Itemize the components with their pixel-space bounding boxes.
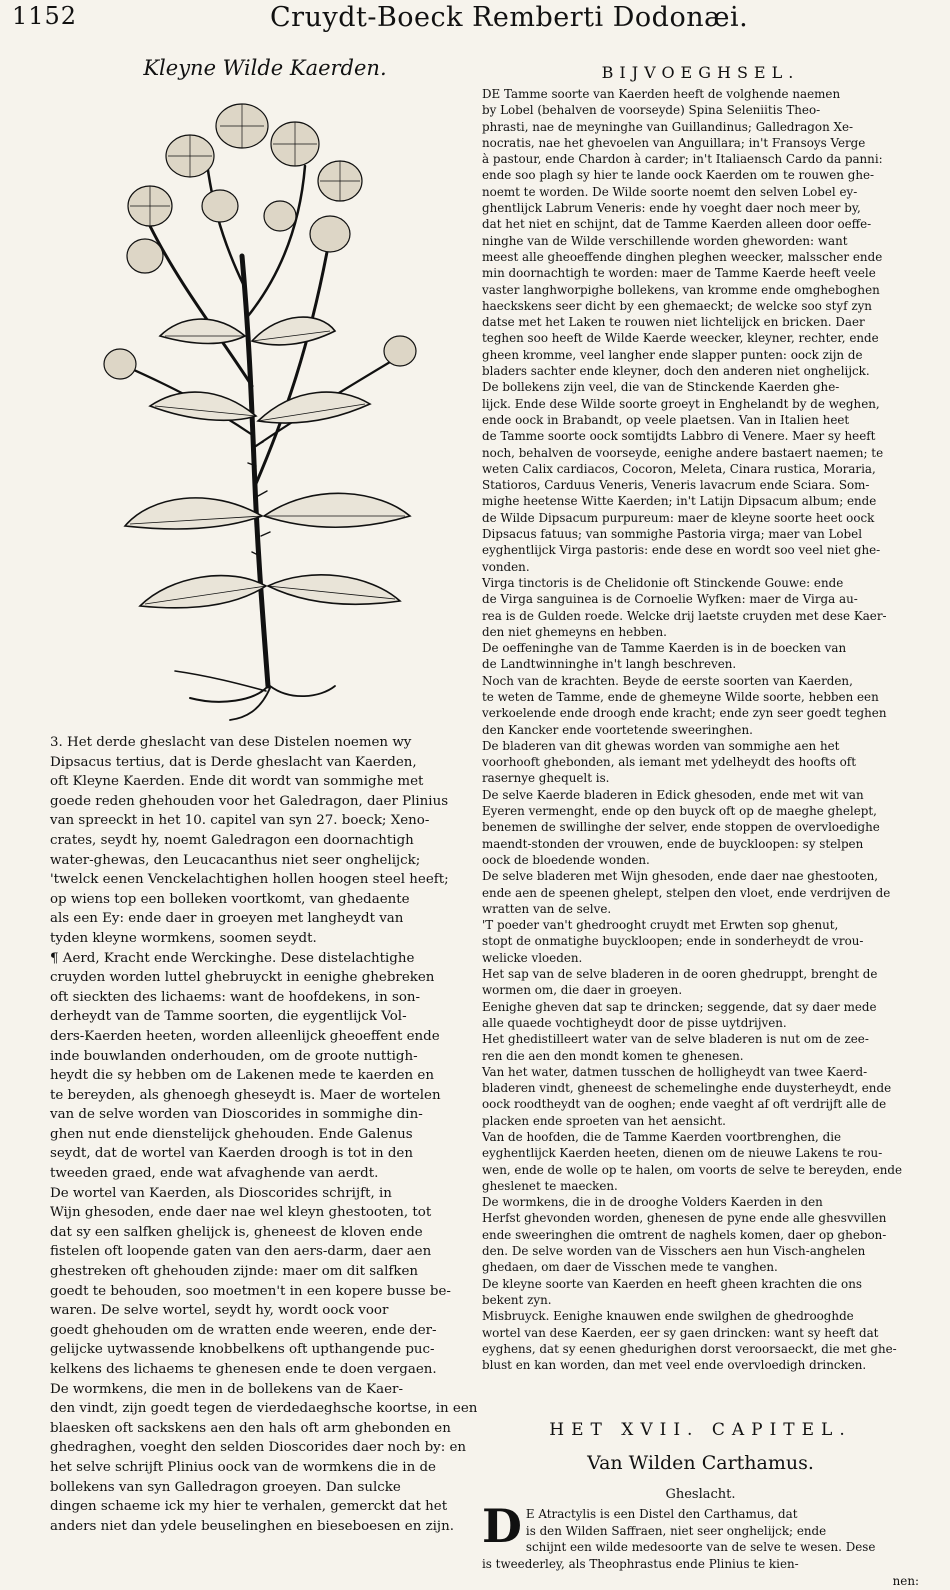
text-line: maendt-stonden der vrouwen, ende de buyckloopen: sy stelpen [482,836,864,851]
text-line: E Atractylis is een Distel den Carthamus, dat [525,1506,798,1521]
text-line: oock roodtheydt van de ooghen; ende vaeght af oft verdrijft alle de [482,1097,887,1112]
chapter-subtitle: Van Wilden Carthamus. [587,1451,814,1474]
text-line: lijck. Ende dese Wilde soorte groeyt in Enghelandt by de weghen, [482,396,880,411]
text-line: 'twelck eenen Venckelachtighen hollen hoogen steel heeft; [50,872,449,888]
text-line: Misbruyck. Eenighe knauwen ende swilghen de ghedrooghde [482,1309,854,1324]
text-line: water-ghewas, den Leucacanthus niet seer onghelijck; [50,852,421,868]
section-title: BIJVOEGHSEL. [601,63,800,82]
text-line: bladeren vindt, gheneest de schemelinghe ende duysterheydt, ende [482,1081,892,1096]
text-line: anders niet dan ydele beuselinghen en bieseboesen en zijn. [50,1518,454,1534]
text-line: vonden. [482,559,530,574]
running-head: Cruydt-Boeck Remberti Dodonæi. [270,2,749,33]
text-line: ren die aen den mondt komen te ghenesen. [482,1048,744,1063]
text-line: oft sieckten des lichaems: want de hoofdekens, in son- [50,989,421,1005]
text-line: crates, seydt hy, noemt Galedragon een doornachtigh [50,832,414,848]
illustration-caption: Kleyne Wilde Kaerden. [143,56,387,80]
text-line: ende aen de speenen ghelept, stelpen den vloet, ende verdrijven de [482,885,891,900]
text-line: dingen schaeme ick my hier te verhalen, gemerckt dat het [50,1499,448,1515]
text-line: eyghens, dat sy eenen ghedurighen dorst veroorsaeckt, die met ghe- [482,1341,897,1356]
text-line: noch, behalven de voorseyde, eenighe andere bastaert naemen; te [482,445,884,460]
text-line: Eenighe gheven dat sap te drincken; seggende, dat sy daer mede [482,999,877,1014]
text-line: ghedaen, om daer de Visschen mede te vanghen. [482,1260,778,1275]
text-line: schijnt een wilde medesoorte van de selve te wesen. Dese [525,1540,876,1555]
text-line: ende soo plagh sy hier te lande oock Kaerden om te rouwen ghe- [482,168,875,183]
text-line: gheslenet te maecken. [482,1178,618,1193]
page-number: 1152 [12,2,78,30]
text-line: goedt te behouden, soo moetmen't in een kopere busse be- [50,1283,451,1299]
text-line: stopt de onmatighe buyckloopen; ende in sonderheydt de vrou- [482,934,864,949]
text-line: kelkens des lichaems te ghenesen ende te doen vergaen. [50,1362,437,1377]
text-line: De wormkens, die men in de bollekens van de Kaer- [50,1381,403,1397]
text-line: ghen nut ende dienstelijck ghehouden. Ende Galenus [50,1126,413,1142]
text-line: dat het niet en schijnt, dat de Tamme Kaerden alleen door oeffe- [482,217,872,232]
text-line: dat sy een salfken ghelijck is, gheneest de kloven ende [50,1224,423,1240]
text-line: gelijcke uytwassende knobbelkens oft upthangende puc- [50,1342,435,1358]
text-line: nocratis, nae het ghevoelen van Anguillara; in't Fransoys Verge [482,135,866,150]
text-line: haeckskens seer dicht by een ghemaeckt; de welcke soo styf zyn [482,298,872,313]
text-line: van spreeckt in het 10. capitel van syn 27. boeck; Xeno- [50,813,430,829]
text-line: bollekens van syn Galledragon groeyen. Dan sulcke [50,1479,401,1495]
chapter-body [482,1498,919,1590]
text-line: blaesken oft sackskens aen den hals oft arm ghebonden en [50,1420,451,1436]
text-line: weten Calix cardiacos, Cocoron, Meleta, Cinara rustica, Moraria, [482,461,876,476]
text-line: wormen om, die daer in groeyen. [482,983,683,998]
text-line: ghestreken oft ghehouden zijnde: maer om dit salfken [50,1264,418,1280]
text-line: ende oock in Brabandt, op veele plaetsen. Van in Italien heet [482,412,850,427]
text-line: oock de bloedende wonden. [482,852,650,867]
text-line: de Landtwinninghe in't langh beschreven. [482,657,737,672]
subsection-heading: Gheslacht. [665,1486,736,1502]
text-line: Herfst ghevonden worden, ghenesen de pyne ende alle ghesvvillen [482,1211,887,1226]
text-line: derheydt van de Tamme soorten, die eygentlijck Vol- [50,1009,407,1025]
text-line: De oeffeninghe van de Tamme Kaerden is in de boecken van [482,641,847,656]
text-line: het selve schrijft Plinius oock van de wormkens die in de [50,1459,436,1475]
text-line: ders-Kaerden heeten, worden alleenlijck gheoeffent ende [50,1028,440,1044]
left-column-text [50,733,478,1534]
text-line: noemt te worden. De Wilde soorte noemt den selven Lobel ey- [482,184,858,199]
text-line: oft Kleyne Kaerden. Ende dit wordt van sommighe met [50,774,424,790]
text-line: heydt die sy hebben om de Lakenen mede te kaerden en [50,1068,434,1084]
text-line: de Virga sanguinea is de Cornoelie Wyfken: maer de Virga au- [482,592,858,607]
text-line: benemen de swillinghe der selver, ende stoppen de overvloedighe [482,820,880,835]
text-line: wortel van dese Kaerden, eer sy gaen drincken: want sy heeft dat [482,1325,879,1340]
text-line: Statioros, Carduus Veneris, Veneris lavacrum ende Sciara. Som- [482,478,870,493]
text-line: tweeden graed, ende wat afvaghende van aerdt. [50,1166,379,1182]
text-line: De kleyne soorte van Kaerden en heeft gheen krachten die ons [482,1276,862,1291]
text-line: ninghe van de Wilde verschillende worden gheworden: want [482,233,848,248]
text-line: mighe heetense Witte Kaerden; in't Latijn Dipsacum album; ende [482,494,877,509]
text-line: blust en kan worden, dan met veel ende overvloedigh drincken. [482,1358,867,1373]
text-line: inde bouwlanden onderhouden, om de groote nuttigh- [50,1048,418,1064]
text-line: den Kancker ende voortetende sweeringhen. [482,722,753,737]
catchword: nen: [892,1573,919,1588]
text-line: verkoelende ende droogh ende kracht; ende zyn seer goedt teghen [482,706,887,721]
text-line: Dipsacus tertius, dat is Derde gheslacht van Kaerden, [50,754,417,770]
text-line: bladers sachter ende kleyner, doch den anderen niet onghelijck. [482,364,870,379]
text-line: den vindt, zijn goedt tegen de vierdedaeghsche koortse, in een [50,1401,478,1417]
text-line: waren. De selve wortel, seydt hy, wordt oock voor [50,1303,389,1319]
text-line: is den Wilden Saffraen, niet seer onghelijck; ende [525,1523,827,1538]
text-line: phrasti, nae de meyninghe van Guillandinus; Galledragon Xe- [482,119,854,134]
text-line: Dipsacus fatuus; van sommighe Pastoria virga; maer van Lobel [482,527,863,542]
text-line: te bereyden, als ghenoegh gheseydt is. Maer de wortelen [50,1087,441,1103]
chapter-title: HET XVII. CAPITEL. [549,1419,852,1440]
text-line: ghedraghen, voeght den selden Dioscorides daer noch by: en [50,1440,467,1456]
text-line: à pastour, ende Chardon à carder; in't Italiaensch Cardo da panni: [482,152,883,167]
text-line: den. De selve worden van de Visschers aen hun Visch-anghelen [482,1244,866,1259]
text-line: op wiens top een bolleken voortkomt, van ghedaente [50,891,410,907]
text-line: wratten van de selve. [482,901,612,916]
text-line: welicke vloeden. [482,950,583,965]
drop-cap: D [482,1498,522,1553]
text-line: DE Tamme soorte van Kaerden heeft de volghende naemen [482,87,841,101]
text-line: eyghentlijck Virga pastoris: ende dese en wordt soo veel niet ghe- [482,543,881,558]
text-line: meest alle gheoeffende dinghen pleghen weecker, malsscher ende [482,249,883,264]
text-line: 3. Het derde gheslacht van dese Distelen noemen wy [50,735,412,750]
text-line: placken ende sproeten van het aensicht. [482,1113,726,1128]
text-line: ende sweeringhen die omtrent de naghels komen, daer op ghebon- [482,1227,887,1242]
text-line: Noch van de krachten. Beyde de eerste soorten van Kaerden, [482,673,853,688]
text-line: goede reden ghehouden voor het Galedragon, daer Plinius [50,793,449,809]
text-line: eyghentlijck Kaerden heeten, dienen om de nieuwe Lakens te rou- [482,1146,883,1161]
text-line: Het ghedistilleert water van de selve bladeren is nut om de zee- [482,1032,869,1047]
text-line: de Wilde Dipsacum purpureum: maer de kleyne soorte heet oock [482,510,875,525]
text-line: vaster langhworpighe bollekens, van kromme ende omgheboghen [482,282,880,297]
text-line: wen, ende de wolle op te halen, om voorts de selve te bereyden, ende [482,1162,903,1177]
text-line: Van de hoofden, die de Tamme Kaerden voortbrenghen, die [482,1130,842,1144]
text-line: Het sap van de selve bladeren in de ooren ghedruppt, brenght de [482,967,878,982]
text-line: ¶ Aerd, Kracht ende Werckinghe. Dese distelachtighe [50,950,415,966]
text-line: als een Ey: ende daer in groeyen met langheydt van [50,911,404,927]
text-line: Wijn ghesoden, ende daer nae wel kleyn ghestooten, tot [50,1205,432,1221]
text-line: Van het water, datmen tusschen de holligheydt van twee Kaerd- [482,1064,868,1079]
text-line: rea is de Gulden roede. Welcke drij laetste cruyden met dese Kaer- [482,608,887,623]
text-line: seydt, dat de wortel van Kaerden droogh is tot in den [50,1146,413,1162]
text-line: is tweederley, als Theophrastus ende Plinius te kien- [482,1557,799,1572]
text-line: Virga tinctoris is de Chelidonie oft Stinckende Gouwe: ende [482,575,844,590]
text-line: De bollekens zijn veel, die van de Stinckende Kaerden ghe- [482,380,840,395]
text-line [482,1373,919,1389]
text-line: van de selve worden van Dioscorides in sommighe din- [50,1107,423,1123]
text-line: alle quaede vochtigheydt door de pisse uytdrijven. [482,1015,787,1030]
text-line: teghen soo heeft de Wilde Kaerde weecker, kleyner, rechter, ende [482,331,879,346]
text-line: De selve bladeren met Wijn ghesoden, ende daer nae ghestooten, [482,869,879,884]
text-line: De bladeren van dit ghewas worden van sommighe aen het [482,738,840,753]
text-line: min doornachtigh te worden: maer de Tamme Kaerde heeft veele [482,266,876,281]
text-line: Eyeren vermenght, ende op den buyck oft op de maeghe ghelept, [482,804,877,819]
text-line: gheen kromme, veel langher ende slapper punten: oock zijn de [482,347,863,362]
text-line: by Lobel (behalven de voorseyde) Spina Seleniitis Theo- [482,103,821,118]
text-line: De wortel van Kaerden, als Dioscorides schrijft, in [50,1185,392,1201]
text-line: cruyden worden luttel ghebruyckt in eenighe ghebreken [50,970,435,986]
text-line: 'T poeder van't ghedrooght cruydt met Erwten sop ghenut, [482,918,839,933]
text-line: De selve Kaerde bladeren in Edick ghesoden, ende met wit van [482,787,864,802]
text-line: rasernye ghequelt is. [482,771,610,786]
plant-woodcut-illustration [30,86,460,726]
text-line: bekent zyn. [482,1292,552,1307]
text-line: datse met het Laken te rouwen niet lichtelijck en bricken. Daer [482,315,865,330]
text-line: fistelen oft loopende gaten van den aers-darm, daer aen [50,1244,432,1260]
right-column-text [482,60,919,1588]
text-line: den niet ghemeyns en hebben. [482,624,667,639]
text-line: de Tamme soorte oock somtijdts Labbro di Venere. Maer sy heeft [482,429,876,444]
text-line: De wormkens, die in de drooghe Volders Kaerden in den [482,1195,823,1210]
text-line: te weten de Tamme, ende de ghemeyne Wilde soorte, hebben een [482,689,879,704]
text-line: ghentlijck Labrum Veneris: ende hy voeght daer noch meer by, [482,201,861,216]
text-line: tyden kleyne wormkens, soomen seydt. [50,930,317,946]
text-line: goedt ghehouden om de wratten ende weeren, ende der- [50,1322,437,1338]
text-line: voorhooft ghebonden, als iemant met ydelheydt des hoofts oft [482,755,856,770]
